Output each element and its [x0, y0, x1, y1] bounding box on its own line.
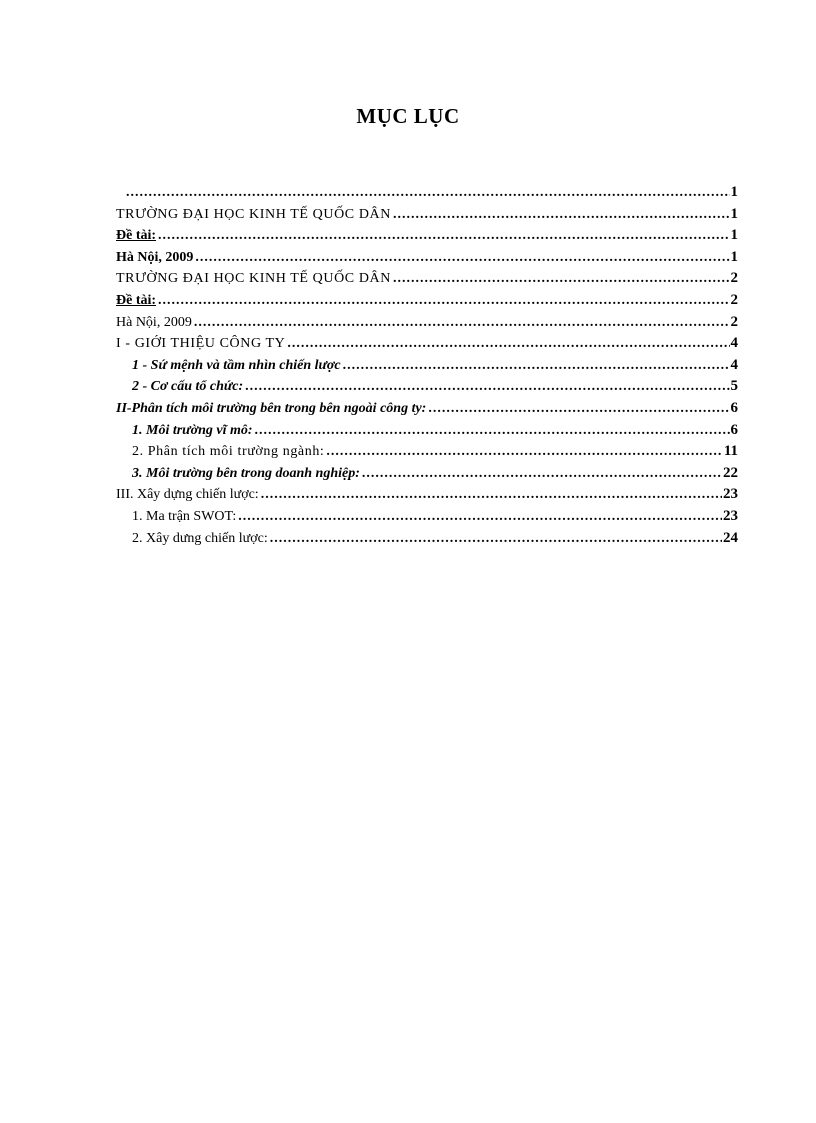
- toc-dot-leader: [255, 423, 730, 439]
- toc-entry[interactable]: [116, 227, 738, 249]
- toc-entry-page: 2: [730, 291, 738, 308]
- toc-entry-page: 6: [730, 421, 738, 438]
- toc-entry-label: 2 - Cơ cấu tổ chức:: [132, 379, 244, 395]
- page-title: MỤC LỤC: [356, 104, 460, 128]
- toc-entry-label: Hà Nội, 2009: [116, 249, 194, 265]
- toc-entry-label: III. Xây dựng chiến lược:: [116, 487, 259, 503]
- toc-entry-page: 4: [730, 335, 738, 352]
- toc-entry-label: Đề tài:: [116, 228, 157, 244]
- toc-dot-leader: [158, 293, 729, 309]
- toc-dot-leader: [287, 336, 729, 352]
- toc-dot-leader: [126, 185, 730, 201]
- toc-entry[interactable]: [116, 530, 738, 552]
- toc-entry[interactable]: [116, 357, 738, 379]
- toc-entry-label: 3. Môi trường bên trong doanh nghiệp:: [132, 465, 360, 481]
- toc-entry-page: 6: [730, 399, 738, 416]
- toc-entry[interactable]: [116, 486, 738, 508]
- toc-dot-leader: [343, 358, 730, 374]
- toc-dot-leader: [326, 444, 722, 460]
- toc-entry-label: TRƯỜNG ĐẠI HỌC KINH TẾ QUỐC DÂN: [116, 271, 391, 287]
- toc-entry[interactable]: [116, 206, 738, 228]
- toc-entry-label: 1 - Sứ mệnh và tầm nhìn chiến lược: [132, 357, 341, 373]
- toc-entry-label: 1. Môi trường vĩ mô:: [132, 422, 253, 438]
- toc-entry-label: Hà Nội, 2009: [116, 314, 192, 330]
- toc-entry[interactable]: [116, 443, 738, 465]
- toc-entry-page: 4: [730, 356, 738, 373]
- toc-dot-leader: [428, 401, 729, 417]
- toc-entry-label: Đề tài:: [116, 292, 157, 308]
- toc-entry-label: 2. Xây dưng chiến lược:: [132, 530, 268, 546]
- toc-entry-label: 2. Phân tích môi trường ngành:: [132, 444, 325, 460]
- toc-dot-leader: [261, 487, 722, 503]
- toc-entry-page: 23: [723, 507, 738, 524]
- toc-entry-page: 1: [730, 248, 738, 265]
- toc-dot-leader: [158, 228, 729, 244]
- toc-dot-leader: [362, 466, 722, 482]
- toc-entry-label: II-Phân tích môi trường bên trong bên ngoài công ty:: [116, 400, 427, 416]
- toc-entry[interactable]: [116, 184, 738, 206]
- toc-entry[interactable]: [116, 249, 738, 271]
- toc-entry-page: 23: [723, 486, 738, 503]
- toc-entry[interactable]: [116, 270, 738, 292]
- toc-dot-leader: [393, 271, 730, 287]
- toc-dot-leader: [195, 250, 729, 266]
- toc-entry-page: 1: [730, 227, 738, 244]
- toc-entry[interactable]: [116, 465, 738, 487]
- toc-entry[interactable]: [116, 314, 738, 336]
- toc-entry[interactable]: [116, 292, 738, 314]
- toc-dot-leader: [393, 207, 730, 223]
- toc-entry[interactable]: [116, 400, 738, 422]
- toc-entry-page: 1: [730, 205, 738, 222]
- toc-dot-leader: [270, 531, 722, 547]
- toc-entry-label: 1. Ma trận SWOT:: [132, 508, 237, 524]
- table-of-contents: [116, 184, 738, 551]
- toc-entry-page: 22: [723, 464, 738, 481]
- toc-entry[interactable]: [116, 422, 738, 444]
- toc-entry-page: 24: [723, 529, 738, 546]
- toc-entry[interactable]: [116, 508, 738, 530]
- toc-entry-label: I - GIỚI THIỆU CÔNG TY: [116, 336, 286, 352]
- toc-entry-page: 1: [730, 184, 738, 200]
- toc-entry-label: TRƯỜNG ĐẠI HỌC KINH TẾ QUỐC DÂN: [116, 206, 391, 222]
- toc-dot-leader: [194, 315, 730, 331]
- toc-entry-page: 2: [730, 270, 738, 287]
- toc-entry[interactable]: [116, 378, 738, 400]
- toc-entry-page: 2: [730, 313, 738, 330]
- toc-dot-leader: [245, 379, 729, 395]
- toc-entry-page: 11: [723, 443, 738, 460]
- toc-entry[interactable]: [116, 335, 738, 357]
- toc-dot-leader: [238, 509, 722, 525]
- toc-entry-page: 5: [730, 378, 738, 395]
